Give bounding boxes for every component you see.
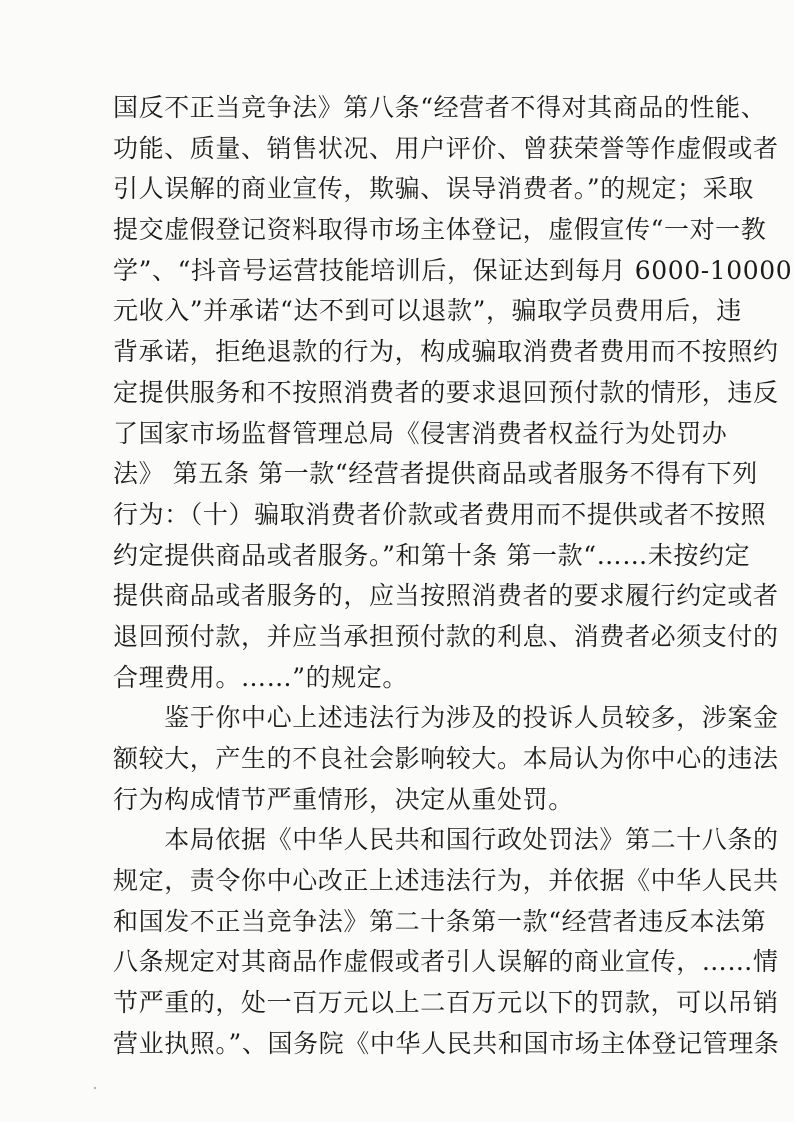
text-line: 规定，责令你中心改正上述违法行为，并依据《中华人民共 xyxy=(113,866,779,896)
text-line: 定提供服务和不按照消费者的要求退回预付款的情形，违反 xyxy=(113,377,779,407)
text-line: 鉴于你中心上述违法行为涉及的投诉人员较多，涉案金 xyxy=(113,703,779,733)
text-line: 法》 第五条 第一款“经营者提供商品或者服务不得有下列 xyxy=(113,459,758,489)
paragraph-penalty-basis xyxy=(113,820,780,1064)
text-line: 引人误解的商业宣传，欺骗、误导消费者。”的规定；采取 xyxy=(113,174,754,204)
text-line: 功能、质量、销售状况、用户评价、曾获荣誉等作虚假或者 xyxy=(113,133,779,163)
scan-speck xyxy=(94,1087,96,1089)
text-line: 行为：（十）骗取消费者价款或者费用而不提供或者不按照 xyxy=(113,499,767,529)
text-line: 行为构成情节严重情形，决定从重处罚。 xyxy=(113,784,574,814)
text-line: 背承诺，拒绝退款的行为，构成骗取消费者费用而不按照约 xyxy=(113,337,779,367)
text-line: 合理费用。……”的规定。 xyxy=(113,662,408,692)
text-line: 学”、“抖音号运营技能培训后，保证达到每月 6000-10000 xyxy=(113,255,793,285)
text-line: 退回预付款，并应当承担预付款的利息、消费者必须支付的 xyxy=(113,621,779,651)
text-line: 元收入”并承诺“达不到可以退款”，骗取学员费用后，违 xyxy=(113,296,742,326)
text-line: 额较大，产生的不良社会影响较大。本局认为你中心的违法 xyxy=(113,744,779,773)
text-line: 本局依据《中华人民共和国行政处罚法》第二十八条的 xyxy=(113,825,779,855)
text-line: 提交虚假登记资料取得市场主体登记，虚假宣传“一对一教 xyxy=(113,215,767,245)
text-line: 节严重的，处一百万元以上二百万元以下的罚款，可以吊销 xyxy=(113,988,779,1018)
text-line: 了国家市场监督管理总局《侵害消费者权益行为处罚办 xyxy=(113,418,728,448)
text-line: 约定提供商品或者服务。”和第十条 第一款“……未按约定 xyxy=(113,540,751,570)
paragraph-severity-finding xyxy=(113,698,779,820)
text-line: 八条规定对其商品作虚假或者引人误解的商业宣传，……情 xyxy=(113,947,779,977)
paragraph-violation-facts xyxy=(113,88,793,698)
text-line: 和国发不正当竞争法》第二十条第一款“经营者违反本法第 xyxy=(113,906,767,936)
text-line: 提供商品或者服务的，应当按照消费者的要求履行约定或者 xyxy=(113,581,779,611)
text-line: 营业执照。”、国务院《中华人民共和国市场主体登记管理条 xyxy=(113,1028,780,1058)
document-body xyxy=(113,88,793,1065)
text-line: 国反不正当竞争法》第八条“经营者不得对其商品的性能、 xyxy=(113,93,767,122)
